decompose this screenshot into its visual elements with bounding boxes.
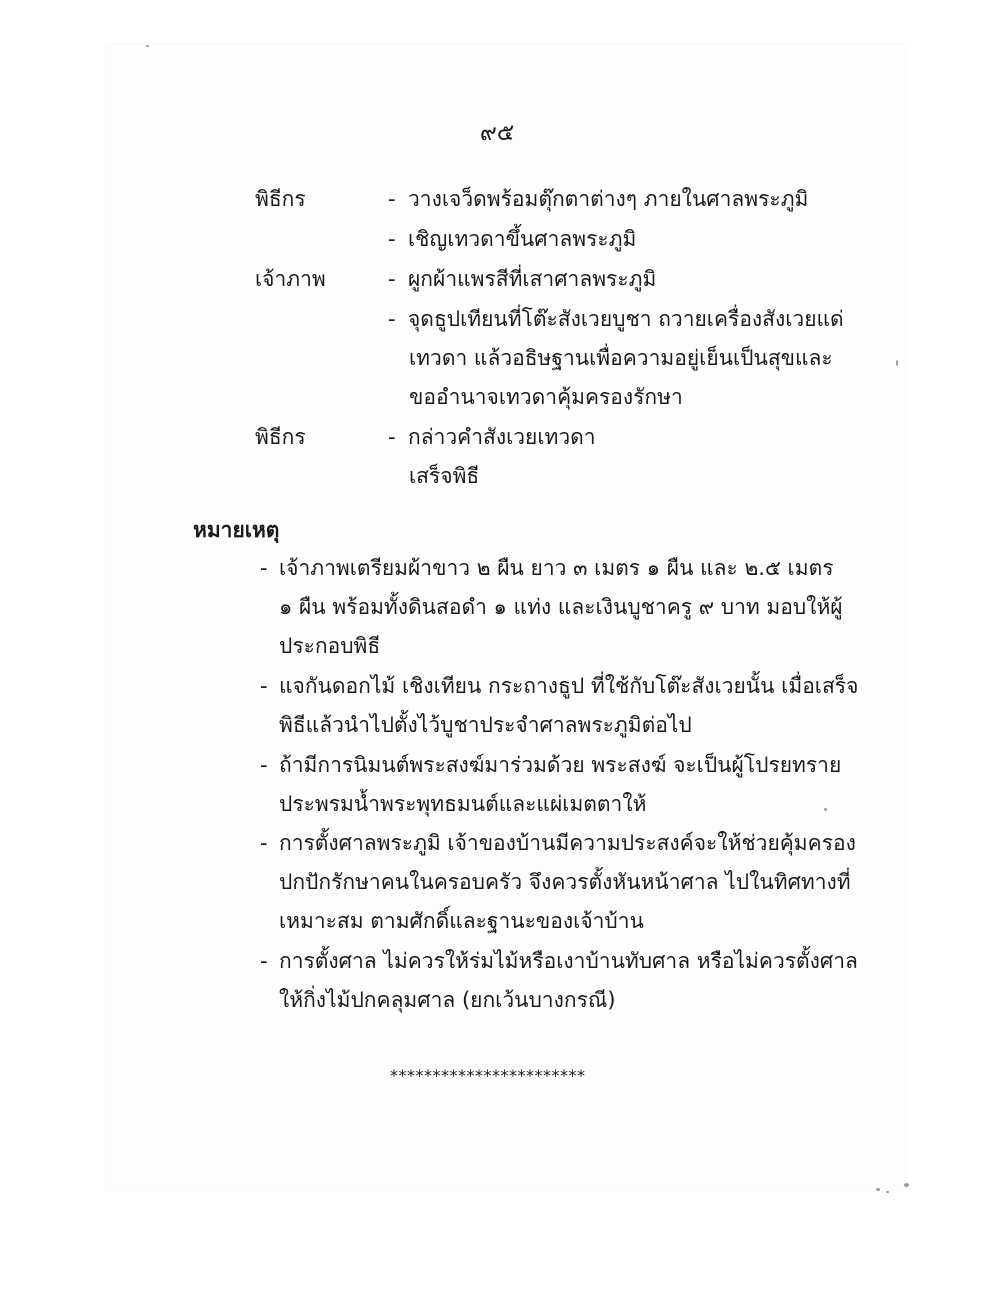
step-text: กล่าวคำสังเวยเทวดา [408,425,596,449]
note-dash: - [260,949,268,973]
note-text-continued: ประกอบพิธี [279,634,381,658]
note-dash: - [260,753,268,777]
scan-speck [904,1183,909,1187]
ceremony-end-text: เสร็จพิธี [409,464,480,488]
bullet-dash: - [388,267,396,291]
bullet-dash: - [388,187,396,211]
role-label: พิธีกร [255,425,306,449]
note-text-continued: ให้กิ่งไม้ปกคลุมศาล (ยกเว้นบางกรณี) [279,988,616,1012]
note-text: การตั้งศาลพระภูมิ เจ้าของบ้านมีความประสงค์จะให้ช่วยคุ้มครอง [279,831,856,855]
note-dash: - [260,674,268,698]
note-dash: - [260,831,268,855]
step-text: ผูกผ้าแพรสีที่เสาศาลพระภูมิ [408,267,657,291]
note-text: การตั้งศาล ไม่ควรให้ร่มไม้หรือเงาบ้านทับศาล หรือไม่ควรตั้งศาล [279,949,858,973]
end-marker: *********************** [390,1066,586,1085]
note-text: เจ้าภาพเตรียมผ้าขาว ๒ ผืน ยาว ๓ เมตร ๑ ผืน และ ๒.๕ เมตร [279,556,834,580]
step-text: เชิญเทวดาขึ้นศาลพระภูมิ [408,227,637,251]
page-number: ๙๕ [480,120,515,146]
notes-heading: หมายเหตุ [193,518,280,542]
note-text-continued: ๑ ผืน พร้อมทั้งดินสอดำ ๑ แท่ง และเงินบูชาครู ๙ บาท มอบให้ผู้ [279,595,843,619]
bullet-dash: - [388,307,396,331]
role-label: พิธีกร [255,187,306,211]
note-text: แจกันดอกไม้ เชิงเทียน กระถางธูป ที่ใช้กับโต๊ะสังเวยนั้น เมื่อเสร็จ [279,674,859,698]
role-label: เจ้าภาพ [255,267,326,291]
note-text: ถ้ามีการนิมนต์พระสงฆ์มาร่วมด้วย พระสงฆ์ จะเป็นผู้โปรยทราย [279,753,842,777]
step-text: วางเจว็ดพร้อมตุ๊กตาต่างๆ ภายในศาลพระภูมิ [408,187,809,211]
note-text-continued: ปกปักรักษาคนในครอบครัว จึงควรตั้งหันหน้าศาล ไปในทิศทางที่ [279,870,851,894]
note-dash: - [260,556,268,580]
note-text-continued: พิธีแล้วนำไปตั้งไว้บูชาประจำศาลพระภูมิต่อไป [279,713,692,737]
scan-speck [146,45,149,47]
bullet-dash: - [388,425,396,449]
step-text-continued: ขออำนาจเทวดาคุ้มครองรักษา [409,385,683,409]
scan-speck [876,1188,880,1191]
step-text-continued: เทวดา แล้วอธิษฐานเพื่อความอยู่เย็นเป็นสุขและ [409,346,833,370]
scan-speck [886,1191,889,1193]
note-text-continued: เหมาะสม ตามศักดิ์และฐานะของเจ้าบ้าน [279,909,644,933]
scan-speck [896,360,898,366]
note-text-continued: ประพรมน้ำพระพุทธมนต์และแผ่เมตตาให้ [279,792,647,816]
scan-speck [824,808,827,811]
step-text: จุดธูปเทียนที่โต๊ะสังเวยบูชา ถวายเครื่องสังเวยแด่ [408,307,844,331]
bullet-dash: - [388,227,396,251]
